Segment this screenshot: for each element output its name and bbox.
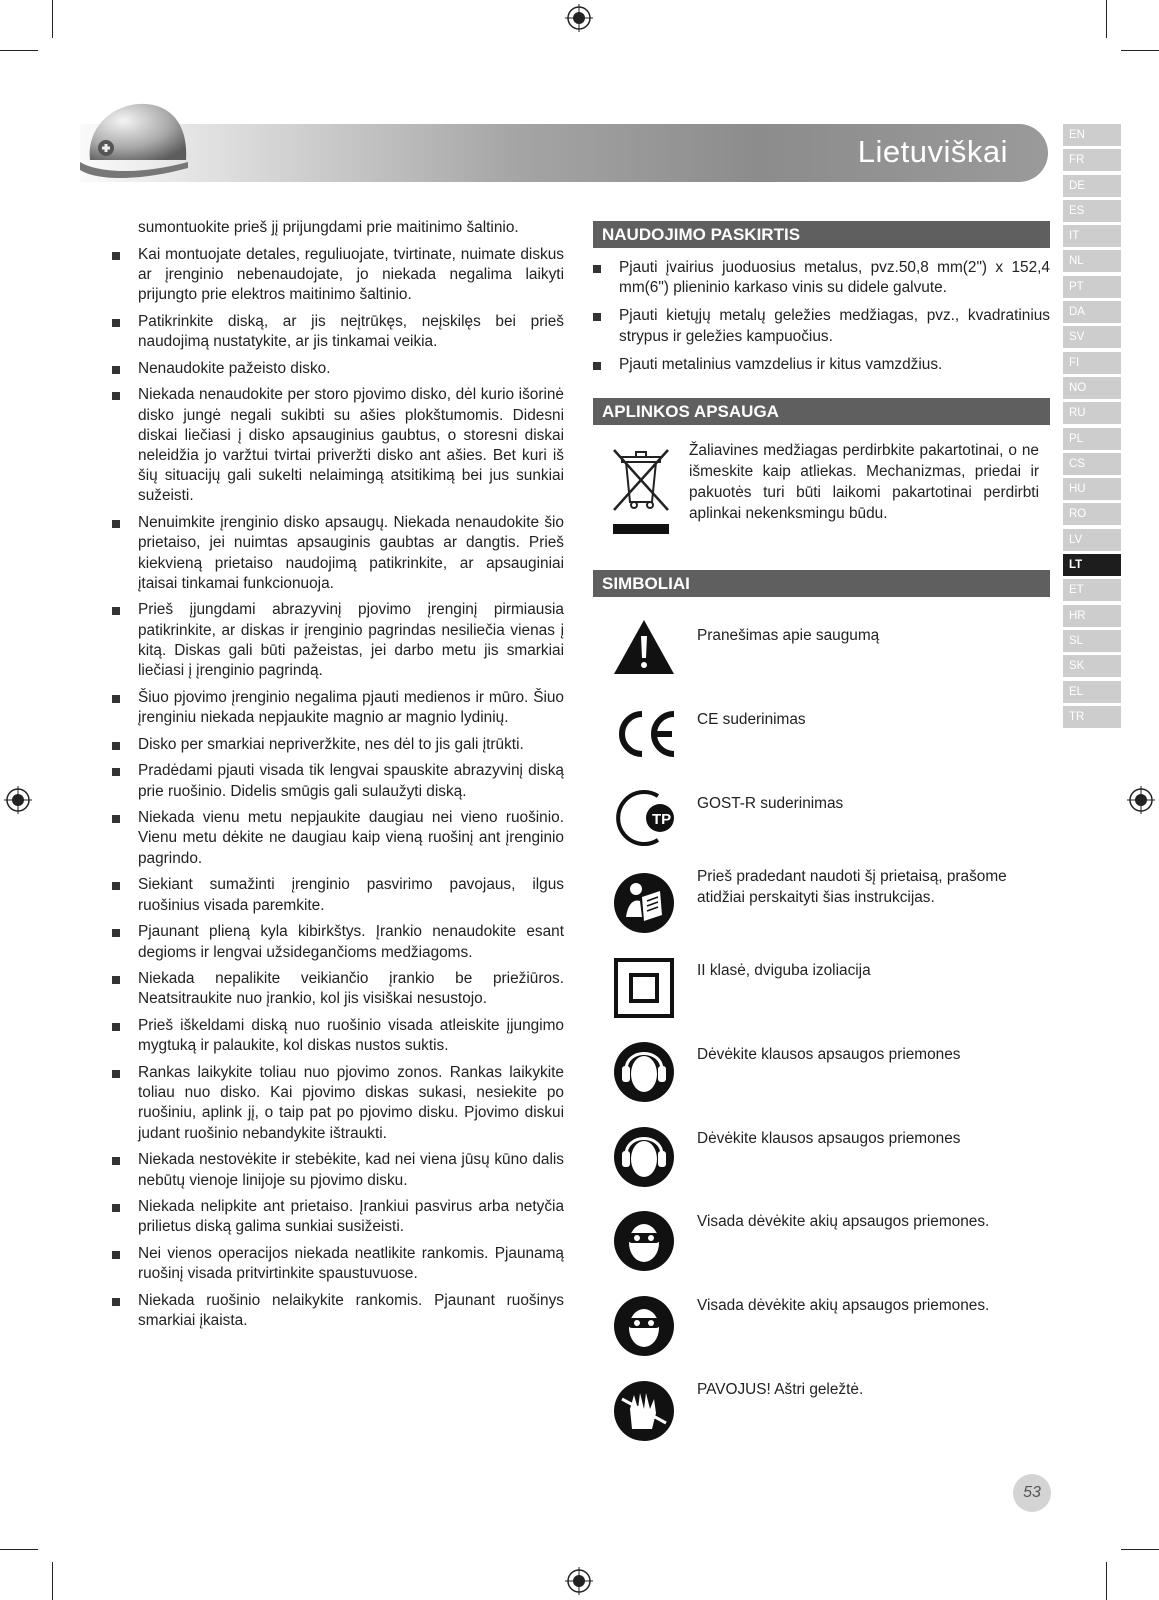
language-tab-fr[interactable]: FR bbox=[1063, 149, 1121, 171]
safety-bullet: Niekada ruošinio nelaikykite rankomis. Pjaunant ruošinys smarkiai įkaista. bbox=[112, 1291, 564, 1331]
crop-mark bbox=[0, 50, 38, 51]
language-tab-da[interactable]: DA bbox=[1063, 301, 1121, 323]
crop-mark bbox=[1121, 50, 1159, 51]
language-tab-lv[interactable]: LV bbox=[1063, 529, 1121, 551]
sharp-blades-icon bbox=[612, 1379, 676, 1443]
safety-bullet: Rankas laikykite toliau nuo pjovimo zonos. Rankas laikykite toliau nuo disko. Kai pjovimo diskas sukasi, nesiekite po ruošiniu, aplink jį, o taip pat po pjovimo disku. Pjovimo diskui judant ruošinio nebandykite ištraukti. bbox=[112, 1063, 564, 1144]
crop-mark bbox=[0, 1549, 38, 1550]
language-tab-hr[interactable]: HR bbox=[1063, 605, 1121, 627]
page-title: Lietuviškai bbox=[857, 134, 1008, 169]
safety-bullet: Niekada vienu metu nepjaukite daugiau nei vieno ruošinio. Vienu metu dėkite ne daugiau kaip vieną ruošinį ant įrenginio pagrindo. bbox=[112, 808, 564, 869]
symbol-description: CE suderinimas bbox=[697, 711, 806, 728]
double-insulation-icon bbox=[612, 956, 676, 1020]
symbol-description: Visada dėvėkite akių apsaugos priemones. bbox=[697, 1297, 990, 1314]
environment-text: Žaliavines medžiagas perdirbkite pakartotinai, o ne išmeskite kaip atliekas. Mechanizmas, priedai ir pakuotės turi būti laikomi pakartotinai perdirbti aplinkai nekenksmingu būdu. bbox=[689, 442, 1039, 522]
eye-protection-icon-2 bbox=[612, 1294, 676, 1358]
crop-mark bbox=[52, 1562, 53, 1600]
section-heading-intended-use: NAUDOJIMO PASKIRTIS bbox=[593, 221, 1050, 248]
header-bar bbox=[80, 124, 1048, 182]
symbol-description: Dėvėkite klausos apsaugos priemones bbox=[697, 1046, 961, 1063]
language-tab-sv[interactable]: SV bbox=[1063, 326, 1121, 348]
language-tab-cs[interactable]: CS bbox=[1063, 453, 1121, 475]
language-tabs bbox=[1063, 124, 1121, 731]
safety-bullet: Niekada nenaudokite per storo pjovimo disko, dėl kurio išorinė disko jungė negali sukibti su ašies plokštumomis. Didesni diskai liečiasi į disko apsauginius gaubtus, o storesni diskai neleidžia jo varžtui tvirtai priveržti disko ant ašies. Bet kuri iš šių situacijų gali sukelti nelaimingą atsitikimą bei jus sunkiai sužeisti. bbox=[112, 385, 564, 506]
language-tab-sl[interactable]: SL bbox=[1063, 630, 1121, 652]
symbol-description: Pranešimas apie saugumą bbox=[697, 627, 880, 644]
language-tab-it[interactable]: IT bbox=[1063, 225, 1121, 247]
symbol-description: Prieš pradedant naudoti šį prietaisą, prašome atidžiai perskaityti šias instrukcijas. bbox=[697, 868, 1007, 906]
safety-bullet: Siekiant sumažinti įrenginio pasvirimo pavojaus, ilgus ruošinius visada paremkite. bbox=[112, 875, 564, 915]
crop-mark bbox=[1106, 0, 1107, 38]
safety-bullet: Niekada nepalikite veikiančio įrankio be priežiūros. Neatsitraukite nuo įrankio, kol jis visiškai nesustojo. bbox=[112, 969, 564, 1009]
language-tab-no[interactable]: NO bbox=[1063, 377, 1121, 399]
crop-mark bbox=[1106, 1562, 1107, 1600]
safety-bullet: Prieš iškeldami diską nuo ruošinio visada atleiskite įjungimo mygtuką ir palaukite, kol diskas nustos suktis. bbox=[112, 1016, 564, 1056]
language-tab-el[interactable]: EL bbox=[1063, 681, 1121, 703]
language-tab-nl[interactable]: NL bbox=[1063, 250, 1121, 272]
intended-use-item: Pjauti metalinius vamzdelius ir kitus vamzdžius. bbox=[593, 355, 1050, 375]
symbol-description: PAVOJUS! Aštri geležtė. bbox=[697, 1381, 864, 1398]
crop-mark bbox=[52, 0, 53, 38]
safety-helmet-icon bbox=[76, 90, 194, 190]
intended-use-list bbox=[593, 258, 1050, 383]
language-tab-tr[interactable]: TR bbox=[1063, 706, 1121, 728]
weee-crossed-bin-icon bbox=[610, 446, 672, 536]
crop-mark bbox=[1121, 1549, 1159, 1550]
ear-protection-icon-2 bbox=[612, 1125, 676, 1189]
language-tab-lt[interactable]: LT bbox=[1063, 554, 1121, 576]
gost-r-icon bbox=[612, 786, 676, 850]
language-tab-de[interactable]: DE bbox=[1063, 175, 1121, 197]
safety-bullet: Disko per smarkiai nepriveržkite, nes dėl to jis gali įtrūkti. bbox=[112, 735, 564, 755]
safety-bullet: Šiuo pjovimo įrenginio negalima pjauti medienos ir mūro. Šiuo įrenginiu niekada nepjaukite magnio ar magnio lydinių. bbox=[112, 688, 564, 728]
language-tab-et[interactable]: ET bbox=[1063, 579, 1121, 601]
language-tab-pl[interactable]: PL bbox=[1063, 428, 1121, 450]
language-tab-en[interactable]: EN bbox=[1063, 124, 1121, 146]
safety-bullet: Niekada nestovėkite ir stebėkite, kad nei viena jūsų kūno dalis nebūtų vienoje linijoje su pjovimo disku. bbox=[112, 1150, 564, 1190]
language-tab-es[interactable]: ES bbox=[1063, 200, 1121, 222]
paragraph-lead: sumontuokite prieš jį prijungdami prie maitinimo šaltinio. bbox=[138, 219, 519, 236]
safety-bullet: Prieš įjungdami abrazyvinį pjovimo įrenginį pirmiausia patikrinkite, ar diskas ir įrenginio pagrindas nesiliečia vienas į kitą. Diskas gali būti pažeistas, jei darbo metu jis smarkiai liečiasi į įrenginio pagrindą. bbox=[112, 600, 564, 681]
safety-bullet: Niekada nelipkite ant prietaiso. Įrankiui pasvirus arba netyčia prilietus diską galima sunkiai susižeisti. bbox=[112, 1197, 564, 1237]
symbol-description: Visada dėvėkite akių apsaugos priemones. bbox=[697, 1213, 990, 1230]
safety-instructions bbox=[112, 218, 564, 1331]
ear-protection-icon bbox=[612, 1040, 676, 1104]
intended-use-item: Pjauti kietųjų metalų geležies medžiagas, pvz., kvadratinius strypus ir geležies kampuočius. bbox=[593, 306, 1050, 346]
intended-use-item: Pjauti įvairius juoduosius metalus, pvz.50,8 mm(2") x 152,4 mm(6") plieninio karkaso vinis su didele galvute. bbox=[593, 258, 1050, 298]
language-tab-sk[interactable]: SK bbox=[1063, 655, 1121, 677]
eye-protection-icon bbox=[612, 1209, 676, 1273]
ce-mark-icon bbox=[612, 702, 676, 766]
symbol-description: II klasė, dviguba izoliacija bbox=[697, 962, 871, 979]
safety-bullet: Nenaudokite pažeisto disko. bbox=[112, 359, 564, 379]
registration-mark-icon bbox=[1127, 786, 1155, 814]
section-heading-symbols: SIMBOLIAI bbox=[593, 570, 1050, 597]
safety-bullet: Nenuimkite įrenginio disko apsaugų. Niekada nenaudokite šio prietaiso, jei nuimtas apsauginis gaubtas ar dangtis. Prieš kiekvieną prietaiso naudojimą patikrinkite, ar apsauginiai įtaisai tinkamai funkcionuoja. bbox=[112, 513, 564, 594]
registration-mark-icon bbox=[565, 4, 593, 32]
read-manual-icon bbox=[612, 871, 676, 935]
section-heading-environment: APLINKOS APSAUGA bbox=[593, 398, 1050, 425]
language-tab-hu[interactable]: HU bbox=[1063, 478, 1121, 500]
registration-mark-icon bbox=[4, 786, 32, 814]
language-tab-ro[interactable]: RO bbox=[1063, 503, 1121, 525]
warning-icon bbox=[612, 616, 676, 680]
registration-mark-icon bbox=[565, 1567, 593, 1595]
safety-bullet: Patikrinkite diską, ar jis neįtrūkęs, neįskilęs bei prieš naudojimą nustatykite, ar jis tinkamai veikia. bbox=[112, 312, 564, 352]
safety-bullet: Pradėdami pjauti visada tik lengvai spauskite abrazyvinį diską prie ruošinio. Didelis smūgis gali sulaužyti diską. bbox=[112, 761, 564, 801]
language-tab-ru[interactable]: RU bbox=[1063, 402, 1121, 424]
safety-bullet: Kai montuojate detales, reguliuojate, tvirtinate, nuimate diskus ar įrenginio nebenaudojate, jo niekada negalima laikyti prijungto prie elektros maitinimo šaltinio. bbox=[112, 245, 564, 306]
language-tab-fi[interactable]: FI bbox=[1063, 352, 1121, 374]
page-number: 53 bbox=[1013, 1474, 1051, 1512]
symbol-description: GOST-R suderinimas bbox=[697, 795, 844, 812]
safety-bullet: Pjaunant plieną kyla kibirkštys. Įrankio nenaudokite esant degioms ir lengvai užsidegančioms medžiagoms. bbox=[112, 922, 564, 962]
language-tab-pt[interactable]: PT bbox=[1063, 276, 1121, 298]
safety-bullet: Nei vienos operacijos niekada neatlikite rankomis. Pjaunamą ruošinį visada pritvirtinkite spaustuvuose. bbox=[112, 1244, 564, 1284]
svg-text:ТР: ТР bbox=[652, 811, 672, 828]
symbol-description: Dėvėkite klausos apsaugos priemones bbox=[697, 1130, 961, 1147]
